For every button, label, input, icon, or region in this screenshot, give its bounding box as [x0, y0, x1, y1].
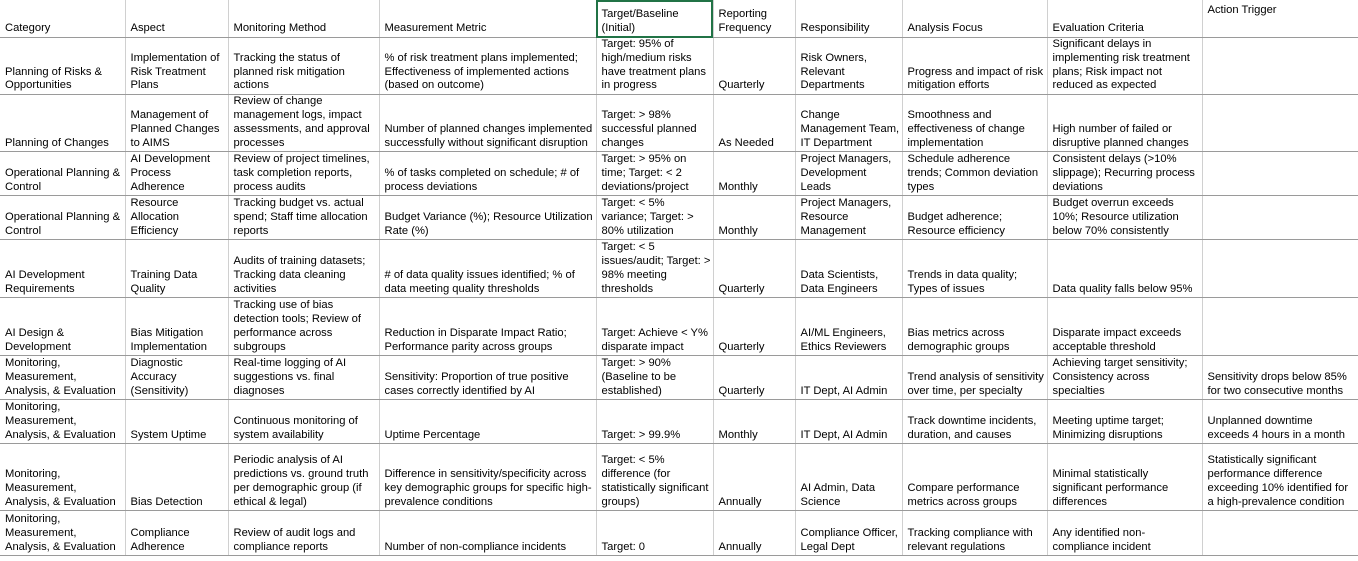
table-cell[interactable]: Trends in data quality; Types of issues: [902, 240, 1047, 298]
table-cell[interactable]: Sensitivity: Proportion of true positive cases correctly identified by AI: [379, 356, 596, 400]
table-cell[interactable]: Periodic analysis of AI predictions vs. ground truth per demographic group (if ethical & legal): [228, 444, 379, 511]
table-cell[interactable]: Target: > 95% on time; Target: < 2 deviations/project: [596, 152, 713, 196]
table-cell[interactable]: AI/ML Engineers, Ethics Reviewers: [795, 298, 902, 356]
table-cell[interactable]: [1202, 298, 1358, 356]
table-cell[interactable]: Real-time logging of AI suggestions vs. final diagnoses: [228, 356, 379, 400]
table-cell[interactable]: Planning of Risks & Opportunities: [0, 38, 125, 95]
table-cell[interactable]: Risk Owners, Relevant Departments: [795, 38, 902, 95]
table-cell[interactable]: Annually: [713, 444, 795, 511]
table-row: [0, 511, 1358, 556]
table-cell[interactable]: Compliance Adherence: [125, 511, 228, 556]
table-cell[interactable]: [1202, 196, 1358, 240]
table-cell[interactable]: AI Design & Development: [0, 298, 125, 356]
table-cell[interactable]: Budget Variance (%); Resource Utilization Rate (%): [379, 196, 596, 240]
table-cell[interactable]: Bias Detection: [125, 444, 228, 511]
table-cell[interactable]: Number of non-compliance incidents: [379, 511, 596, 556]
header-cell-action-trigger[interactable]: Action Trigger: [1202, 0, 1358, 38]
table-cell[interactable]: [1202, 240, 1358, 298]
table-cell[interactable]: Monthly: [713, 196, 795, 240]
table-row: [0, 196, 1358, 240]
table-row: [0, 444, 1358, 511]
table-cell[interactable]: Operational Planning & Control: [0, 196, 125, 240]
table-cell[interactable]: Project Managers, Development Leads: [795, 152, 902, 196]
header-cell-evaluation-criteria[interactable]: Evaluation Criteria: [1047, 0, 1202, 38]
table-cell[interactable]: # of data quality issues identified; % of data meeting quality thresholds: [379, 240, 596, 298]
table-cell[interactable]: Review of audit logs and compliance reports: [228, 511, 379, 556]
table-cell[interactable]: Achieving target sensitivity; Consistency across specialties: [1047, 356, 1202, 400]
table-cell[interactable]: Difference in sensitivity/specificity across key demographic groups for specific high-prevalence conditions: [379, 444, 596, 511]
table-cell[interactable]: Target: < 5% difference (for statistically significant groups): [596, 444, 713, 511]
table-cell[interactable]: % of tasks completed on schedule; # of process deviations: [379, 152, 596, 196]
header-cell-aspect[interactable]: Aspect: [125, 0, 228, 38]
table-row: [0, 38, 1358, 95]
table-cell[interactable]: Target: < 5% variance; Target: > 80% utilization: [596, 196, 713, 240]
table-cell[interactable]: Data quality falls below 95%: [1047, 240, 1202, 298]
table-cell[interactable]: Audits of training datasets; Tracking data cleaning activities: [228, 240, 379, 298]
table-cell[interactable]: Target: 0: [596, 511, 713, 556]
table-cell[interactable]: Monitoring, Measurement, Analysis, & Evaluation: [0, 511, 125, 556]
table-cell[interactable]: Track downtime incidents, duration, and causes: [902, 400, 1047, 444]
table-row: [0, 152, 1358, 196]
table-cell[interactable]: Target: > 99.9%: [596, 400, 713, 444]
table-cell[interactable]: Monthly: [713, 152, 795, 196]
table-cell[interactable]: Annually: [713, 511, 795, 556]
header-row: [0, 0, 1358, 38]
table-cell[interactable]: Data Scientists, Data Engineers: [795, 240, 902, 298]
table-cell[interactable]: Uptime Percentage: [379, 400, 596, 444]
table-cell[interactable]: System Uptime: [125, 400, 228, 444]
table-cell[interactable]: Continuous monitoring of system availability: [228, 400, 379, 444]
table-row: [0, 240, 1358, 298]
table-cell[interactable]: Any identified non-compliance incident: [1047, 511, 1202, 556]
table-cell[interactable]: High number of failed or disruptive planned changes: [1047, 95, 1202, 152]
table-cell[interactable]: Target: < 5 issues/audit; Target: > 98% meeting thresholds: [596, 240, 713, 298]
table-cell[interactable]: Target: > 90% (Baseline to be established): [596, 356, 713, 400]
table-cell[interactable]: Quarterly: [713, 38, 795, 95]
table-cell[interactable]: Monitoring, Measurement, Analysis, & Evaluation: [0, 400, 125, 444]
table-cell[interactable]: Tracking use of bias detection tools; Review of performance across subgroups: [228, 298, 379, 356]
table-cell[interactable]: Tracking compliance with relevant regulations: [902, 511, 1047, 556]
header-cell-responsibility[interactable]: Responsibility: [795, 0, 902, 38]
table-cell[interactable]: Smoothness and effectiveness of change implementation: [902, 95, 1047, 152]
table-cell[interactable]: Target: > 98% successful planned changes: [596, 95, 713, 152]
table-cell[interactable]: [1202, 511, 1358, 556]
table-cell[interactable]: Progress and impact of risk mitigation efforts: [902, 38, 1047, 95]
table-cell[interactable]: Quarterly: [713, 240, 795, 298]
table-cell[interactable]: IT Dept, AI Admin: [795, 400, 902, 444]
table-cell[interactable]: Planning of Changes: [0, 95, 125, 152]
table-cell[interactable]: Target: Achieve < Y% disparate impact: [596, 298, 713, 356]
table-cell[interactable]: AI Admin, Data Science: [795, 444, 902, 511]
table-cell[interactable]: Training Data Quality: [125, 240, 228, 298]
table-cell[interactable]: Change Management Team, IT Department: [795, 95, 902, 152]
table-cell[interactable]: % of risk treatment plans implemented; Effectiveness of implemented actions (based on outcome): [379, 38, 596, 95]
table-cell[interactable]: Consistent delays (>10% slippage); Recurring process deviations: [1047, 152, 1202, 196]
header-cell-category[interactable]: Category: [0, 0, 125, 38]
table-cell[interactable]: Project Managers, Resource Management: [795, 196, 902, 240]
table-cell[interactable]: Monitoring, Measurement, Analysis, & Evaluation: [0, 356, 125, 400]
table-cell[interactable]: Monthly: [713, 400, 795, 444]
table-cell[interactable]: Operational Planning & Control: [0, 152, 125, 196]
table-cell[interactable]: Review of change management logs, impact assessments, and approval processes: [228, 95, 379, 152]
header-cell-monitoring-method[interactable]: Monitoring Method: [228, 0, 379, 38]
table-cell[interactable]: AI Development Process Adherence: [125, 152, 228, 196]
table-row: [0, 298, 1358, 356]
table-cell[interactable]: Bias metrics across demographic groups: [902, 298, 1047, 356]
table-cell[interactable]: Trend analysis of sensitivity over time, per specialty: [902, 356, 1047, 400]
table-cell[interactable]: Implementation of Risk Treatment Plans: [125, 38, 228, 95]
table-cell[interactable]: [1202, 38, 1358, 95]
header-cell-target-baseline[interactable]: Target/Baseline (Initial): [596, 0, 713, 38]
table-cell[interactable]: Reduction in Disparate Impact Ratio; Performance parity across groups: [379, 298, 596, 356]
table-cell[interactable]: Disparate impact exceeds acceptable threshold: [1047, 298, 1202, 356]
table-row: [0, 356, 1358, 400]
table-cell[interactable]: Number of planned changes implemented successfully without significant disruption: [379, 95, 596, 152]
header-cell-measurement-metric[interactable]: Measurement Metric: [379, 0, 596, 38]
table-cell[interactable]: Bias Mitigation Implementation: [125, 298, 228, 356]
table-cell[interactable]: Target: 95% of high/medium risks have treatment plans in progress: [596, 38, 713, 95]
table-cell[interactable]: [1202, 95, 1358, 152]
table-cell[interactable]: Meeting uptime target; Minimizing disruptions: [1047, 400, 1202, 444]
table-cell[interactable]: IT Dept, AI Admin: [795, 356, 902, 400]
table-cell[interactable]: Diagnostic Accuracy (Sensitivity): [125, 356, 228, 400]
table-cell[interactable]: Tracking budget vs. actual spend; Staff time allocation reports: [228, 196, 379, 240]
table-cell[interactable]: Resource Allocation Efficiency: [125, 196, 228, 240]
table-row: [0, 400, 1358, 444]
table-cell[interactable]: Compliance Officer, Legal Dept: [795, 511, 902, 556]
table-cell[interactable]: Sensitivity drops below 85% for two consecutive months: [1202, 356, 1358, 400]
table-cell[interactable]: Tracking the status of planned risk mitigation actions: [228, 38, 379, 95]
table-cell[interactable]: Budget adherence; Resource efficiency: [902, 196, 1047, 240]
table-cell[interactable]: As Needed: [713, 95, 795, 152]
table-cell[interactable]: Budget overrun exceeds 10%; Resource utilization below 70% consistently: [1047, 196, 1202, 240]
table-cell[interactable]: Quarterly: [713, 298, 795, 356]
header-cell-reporting-frequency[interactable]: Reporting Frequency: [713, 0, 795, 38]
table-cell[interactable]: Significant delays in implementing risk treatment plans; Risk impact not reduced as expected: [1047, 38, 1202, 95]
table-cell[interactable]: Schedule adherence trends; Common deviation types: [902, 152, 1047, 196]
table-row: [0, 95, 1358, 152]
table-cell[interactable]: Statistically significant performance difference exceeding 10% identified for a high-prevalence condition: [1202, 444, 1358, 511]
header-cell-analysis-focus[interactable]: Analysis Focus: [902, 0, 1047, 38]
table-cell[interactable]: Unplanned downtime exceeds 4 hours in a month: [1202, 400, 1358, 444]
table-cell[interactable]: AI Development Requirements: [0, 240, 125, 298]
table-cell[interactable]: [1202, 152, 1358, 196]
table-cell[interactable]: Review of project timelines, task completion reports, process audits: [228, 152, 379, 196]
table-cell[interactable]: Quarterly: [713, 356, 795, 400]
table-cell[interactable]: Compare performance metrics across groups: [902, 444, 1047, 511]
table-cell[interactable]: Management of Planned Changes to AIMS: [125, 95, 228, 152]
table-cell[interactable]: Monitoring, Measurement, Analysis, & Evaluation: [0, 444, 125, 511]
table-cell[interactable]: Minimal statistically significant performance differences: [1047, 444, 1202, 511]
